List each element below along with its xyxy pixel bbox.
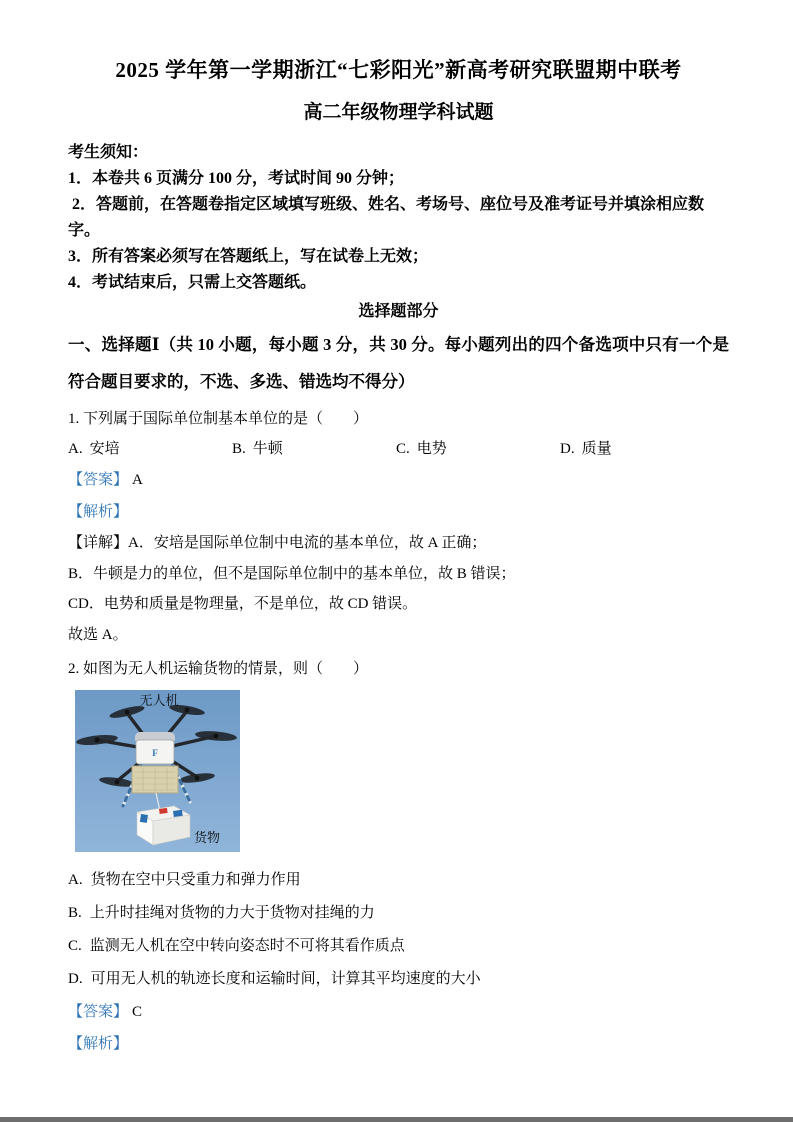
- q2-analysis-line: [68, 1028, 729, 1060]
- q2-analysis-label: 【解析】: [68, 1036, 129, 1052]
- part-heading: 选择题部分: [358, 303, 439, 320]
- q1-option-a: [68, 434, 232, 464]
- q2-option-a-text: 货物在空中只受重力和弹力作用: [90, 872, 301, 888]
- q2-option-b-text: 上升时挂绳对货物的力大于货物对挂绳的力: [89, 905, 375, 921]
- q1-option-a-label: A.: [68, 441, 83, 457]
- q1-option-b: [232, 434, 396, 464]
- q2-option-a-label: A.: [68, 872, 83, 888]
- notice-item-3: 3．所有答案必须写在答题纸上，写在试卷上无效；: [68, 248, 429, 265]
- q1-analysis-label: 【解析】: [68, 504, 129, 520]
- q2-answer-label: 【答案】: [68, 1004, 129, 1020]
- page-bottom-divider: [0, 1117, 793, 1122]
- q1-option-a-text: 安培: [89, 441, 120, 457]
- q2-option-c-label: C.: [68, 938, 82, 954]
- drone-logo-icon: F: [152, 748, 158, 758]
- q1-option-d-text: 质量: [581, 441, 612, 457]
- q1-option-c: [396, 434, 560, 464]
- question-2-options: [68, 864, 729, 996]
- q2-option-b-label: B.: [68, 905, 82, 921]
- q1-option-c-text: 电势: [416, 441, 447, 457]
- section-intro: 一、选择题Ⅰ（共 10 小题，每小题 3 分，共 30 分。每小题列出的四个备选项中只有一个是符合题目要求的，不选、多选、错选均不得分）: [68, 335, 729, 391]
- drone-container: [132, 766, 178, 793]
- q2-option-a: [68, 864, 729, 897]
- q1-detail-line-3: CD．电势和质量是物理量，不是单位，故 CD 错误。: [68, 596, 418, 612]
- q1-option-c-label: C.: [396, 441, 410, 457]
- q2-option-c-text: 监测无人机在空中转向姿态时不可将其看作质点: [89, 938, 405, 954]
- drone-body: [135, 732, 175, 764]
- q2-option-d: [68, 963, 729, 996]
- q1-detail-line-4: 故选 A。: [68, 626, 128, 643]
- page-title: 2025 学年第一学期浙江“七彩阳光”新高考研究联盟期中联考: [115, 58, 682, 82]
- q2-option-c: [68, 930, 729, 963]
- notice-heading: 考生须知：: [68, 144, 149, 161]
- q1-answer-line: [68, 464, 729, 496]
- q2-answer-value: C: [132, 1004, 143, 1020]
- figure-label-cargo: 货物: [193, 830, 221, 845]
- q1-analysis-line: [68, 496, 729, 528]
- q1-answer-label: 【答案】: [68, 472, 129, 488]
- question-1-stem: 1. 下列属于国际单位制基本单位的是（ ）: [68, 411, 369, 427]
- notice-item-2: 2．答题前，在答题卷指定区域填写班级、姓名、考场号、座位号及准考证号并填涂相应数字。: [68, 196, 705, 239]
- notice-section: [68, 140, 729, 296]
- notice-item-1: 1．本卷共 6 页满分 100 分，考试时间 90 分钟；: [68, 170, 405, 187]
- question-2-stem: 2. 如图为无人机运输货物的情景，则（ ）: [68, 661, 369, 677]
- question-1-options: [68, 434, 729, 464]
- q1-detail-line-2: B．牛顿是力的单位，但不是国际单位制中的基本单位，故 B 错误；: [68, 565, 516, 582]
- q1-option-d: [560, 434, 612, 464]
- q2-option-b: [68, 897, 729, 930]
- q1-detail-line-1: 【详解】A．安培是国际单位制中电流的基本单位，故 A 正确；: [68, 535, 487, 551]
- q1-option-b-label: B.: [232, 441, 246, 457]
- q2-option-d-text: 可用无人机的轨迹长度和运输时间，计算其平均速度的大小: [90, 971, 481, 987]
- q1-option-b-text: 牛顿: [252, 441, 283, 457]
- q1-detail-section: [68, 528, 729, 650]
- q1-option-d-label: D.: [560, 441, 575, 457]
- q2-answer-line: [68, 996, 729, 1028]
- q2-option-d-label: D.: [68, 971, 83, 987]
- page-subtitle: 高二年级物理学科试题: [303, 102, 494, 123]
- q1-answer-value: A: [132, 472, 143, 488]
- figure-label-drone: 无人机: [139, 693, 179, 708]
- drone-cargo-photo: [75, 690, 240, 852]
- notice-item-4: 4．考试结束后，只需上交答题纸。: [68, 274, 317, 291]
